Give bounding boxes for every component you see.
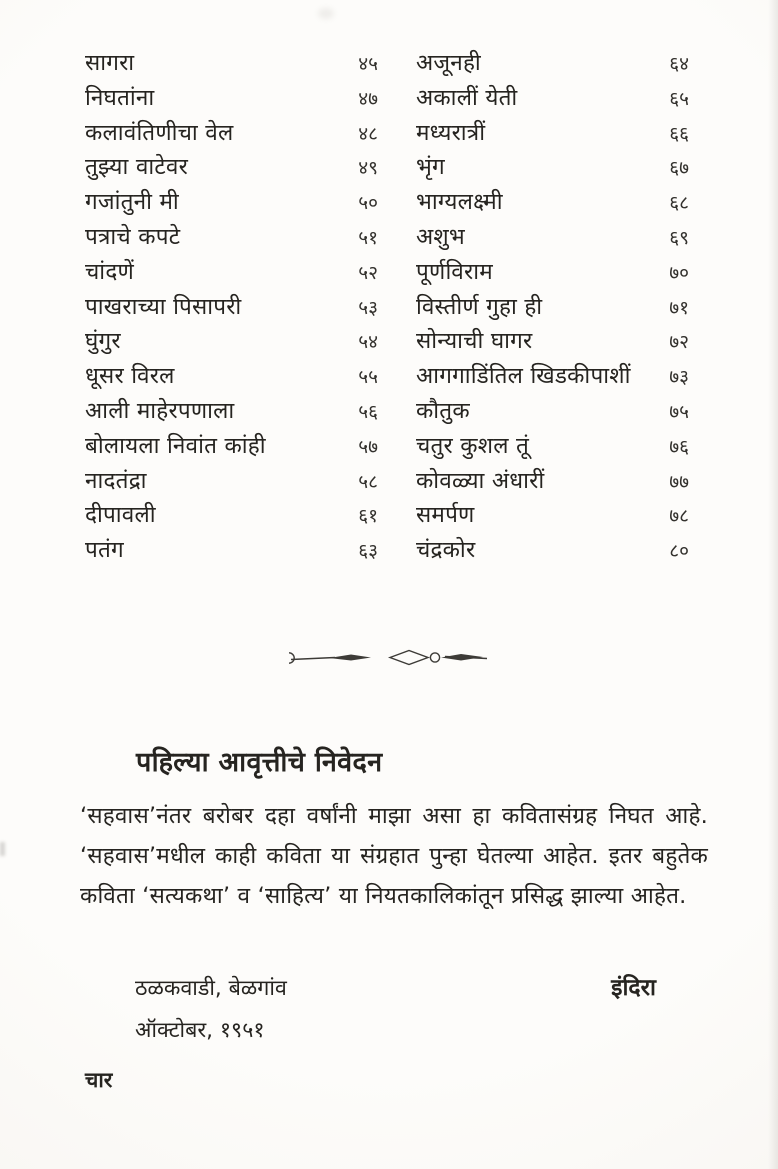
toc-entry-page: ७८ — [669, 505, 689, 528]
table-of-contents — [85, 46, 689, 568]
toc-entry-title: अकालीं येती — [416, 84, 518, 111]
toc-entry-title: नादतंद्रा — [85, 467, 147, 494]
toc-entry-page: ६४ — [669, 53, 689, 75]
toc-entry-title: सागरा — [85, 50, 135, 76]
toc-entry-page: ५३ — [358, 296, 378, 319]
signature-name: इंदिरा — [611, 975, 656, 1001]
toc-entry-title: अशुभ — [416, 223, 465, 250]
page-number-label: चार — [85, 1068, 113, 1092]
toc-entry-title: पूर्णविराम — [416, 258, 493, 285]
toc-left-column — [85, 46, 378, 568]
toc-entry — [85, 150, 378, 185]
toc-entry-title: गजांतुनी मी — [85, 189, 179, 216]
toc-entry-page: ७२ — [669, 331, 689, 354]
toc-entry-title: पत्राचे कपटे — [85, 223, 181, 250]
toc-entry — [85, 185, 378, 220]
toc-entry-title: आगगाडिंतिल खिडकीपाशीं — [416, 363, 631, 390]
toc-entry — [416, 464, 689, 499]
preface-paragraph: ‘सहवास’नंतर बरोबर दहा वर्षांनी माझा असा हा कवितासंग्रह निघत आहे. ‘सहवास’मधील काही कविता या संग्रहात पुन्हा घेतल्या आहेत. इतर बहुतेक कविता ‘सत्यकथा’ व ‘साहित्य’ या नियतकालिकांतून प्रसिद्ध झाल्या आहेत. — [80, 803, 708, 909]
toc-entry — [85, 394, 378, 429]
signature-place-date — [135, 968, 287, 1052]
toc-entry-title: भृंग — [416, 154, 445, 181]
toc-entry-page: ५० — [358, 192, 378, 215]
toc-entry-page: ४७ — [358, 87, 378, 110]
toc-entry-page: ५६ — [358, 400, 378, 423]
toc-entry-page: ६३ — [358, 540, 378, 563]
toc-entry-page: ६५ — [669, 87, 689, 110]
toc-entry-title: मध्यरात्रीं — [416, 119, 486, 146]
toc-entry — [85, 464, 378, 499]
toc-entry-title: सोन्याची घागर — [416, 328, 533, 355]
toc-entry-title: विस्तीर्ण गुहा ही — [416, 293, 543, 320]
toc-entry — [416, 498, 689, 533]
toc-entry-page: ७३ — [669, 366, 689, 389]
toc-entry — [85, 324, 378, 359]
toc-entry — [85, 498, 378, 533]
toc-entry-title: चंद्रकोर — [416, 537, 476, 564]
toc-entry-page: ४५ — [358, 53, 378, 75]
toc-entry — [416, 116, 689, 151]
toc-entry-title: चतुर कुशल तूं — [416, 432, 530, 459]
toc-entry-page: ४८ — [358, 122, 378, 145]
toc-entry-page: ६९ — [669, 226, 689, 249]
toc-entry-page: ५८ — [358, 470, 378, 493]
toc-entry-page: ७५ — [669, 400, 689, 423]
toc-entry-page: ८० — [669, 540, 689, 563]
toc-right-column — [416, 46, 689, 568]
toc-entry-page: ७६ — [669, 435, 689, 458]
toc-entry — [416, 46, 689, 81]
toc-entry-title: तुझ्या वाटेवर — [85, 154, 189, 181]
toc-entry-page: ५२ — [358, 261, 378, 284]
toc-entry-page: ६६ — [669, 122, 689, 145]
toc-entry-title: कोवळ्या अंधारीं — [416, 467, 545, 494]
toc-entry — [416, 394, 689, 429]
section-heading: पहिल्या आवृत्तीचे निवेदन — [136, 747, 383, 778]
toc-entry-page: ७७ — [669, 470, 689, 493]
toc-entry — [416, 220, 689, 255]
toc-entry-title: कलावंतिणीचा वेल — [85, 119, 234, 146]
toc-entry — [416, 255, 689, 290]
toc-entry-title: दीपावली — [85, 502, 156, 529]
toc-entry — [416, 533, 689, 568]
toc-entry — [85, 533, 378, 568]
scan-smudge — [318, 8, 334, 19]
toc-entry-title: पाखराच्या पिसापरी — [85, 293, 242, 320]
toc-entry-title: पतंग — [85, 537, 124, 564]
toc-entry-title: घुंगुर — [85, 328, 121, 355]
toc-entry — [85, 429, 378, 464]
toc-entry — [416, 324, 689, 359]
toc-entry-title: आली माहेरपणाला — [85, 397, 235, 424]
toc-entry — [85, 220, 378, 255]
toc-entry-title: समर्पण — [416, 502, 475, 529]
toc-entry-page: ५१ — [358, 226, 378, 249]
toc-entry-page: ७१ — [669, 296, 689, 319]
toc-entry — [85, 255, 378, 290]
toc-entry — [416, 185, 689, 220]
toc-entry-title: बोलायला निवांत कांही — [85, 432, 266, 459]
toc-entry-page: ५४ — [358, 331, 378, 354]
toc-entry-title: अजूनही — [416, 50, 481, 76]
ornamental-rule-icon — [289, 645, 489, 671]
toc-entry — [416, 429, 689, 464]
toc-entry-page: ६१ — [358, 505, 378, 528]
toc-entry — [85, 81, 378, 116]
toc-entry-page: ५७ — [358, 435, 378, 458]
signature-place: ठळकवाडी, बेळगांव — [135, 976, 287, 1001]
toc-entry-page: ५५ — [358, 366, 378, 389]
ornamental-divider — [0, 645, 778, 671]
toc-entry — [85, 290, 378, 325]
toc-entry — [416, 81, 689, 116]
toc-entry — [85, 116, 378, 151]
signature-block — [135, 968, 656, 1052]
toc-entry — [85, 359, 378, 394]
scan-mark — [0, 842, 5, 856]
toc-entry-page: ६७ — [669, 157, 689, 180]
signature-date: ऑक्टोबर, १९५१ — [135, 1018, 265, 1043]
toc-entry-title: धूसर विरल — [85, 363, 175, 390]
toc-entry — [416, 290, 689, 325]
toc-entry-page: ६८ — [669, 192, 689, 215]
toc-entry — [416, 150, 689, 185]
toc-entry-title: चांदणें — [85, 258, 134, 285]
toc-entry-title: निघतांना — [85, 84, 155, 111]
toc-entry-page: ७० — [669, 261, 689, 284]
toc-entry-page: ४९ — [358, 157, 378, 180]
toc-entry-title: भाग्यलक्ष्मी — [416, 189, 503, 216]
scan-edge-shadow — [768, 0, 778, 1169]
toc-entry — [416, 359, 689, 394]
toc-entry — [85, 46, 378, 81]
toc-entry-title: कौतुक — [416, 397, 470, 424]
